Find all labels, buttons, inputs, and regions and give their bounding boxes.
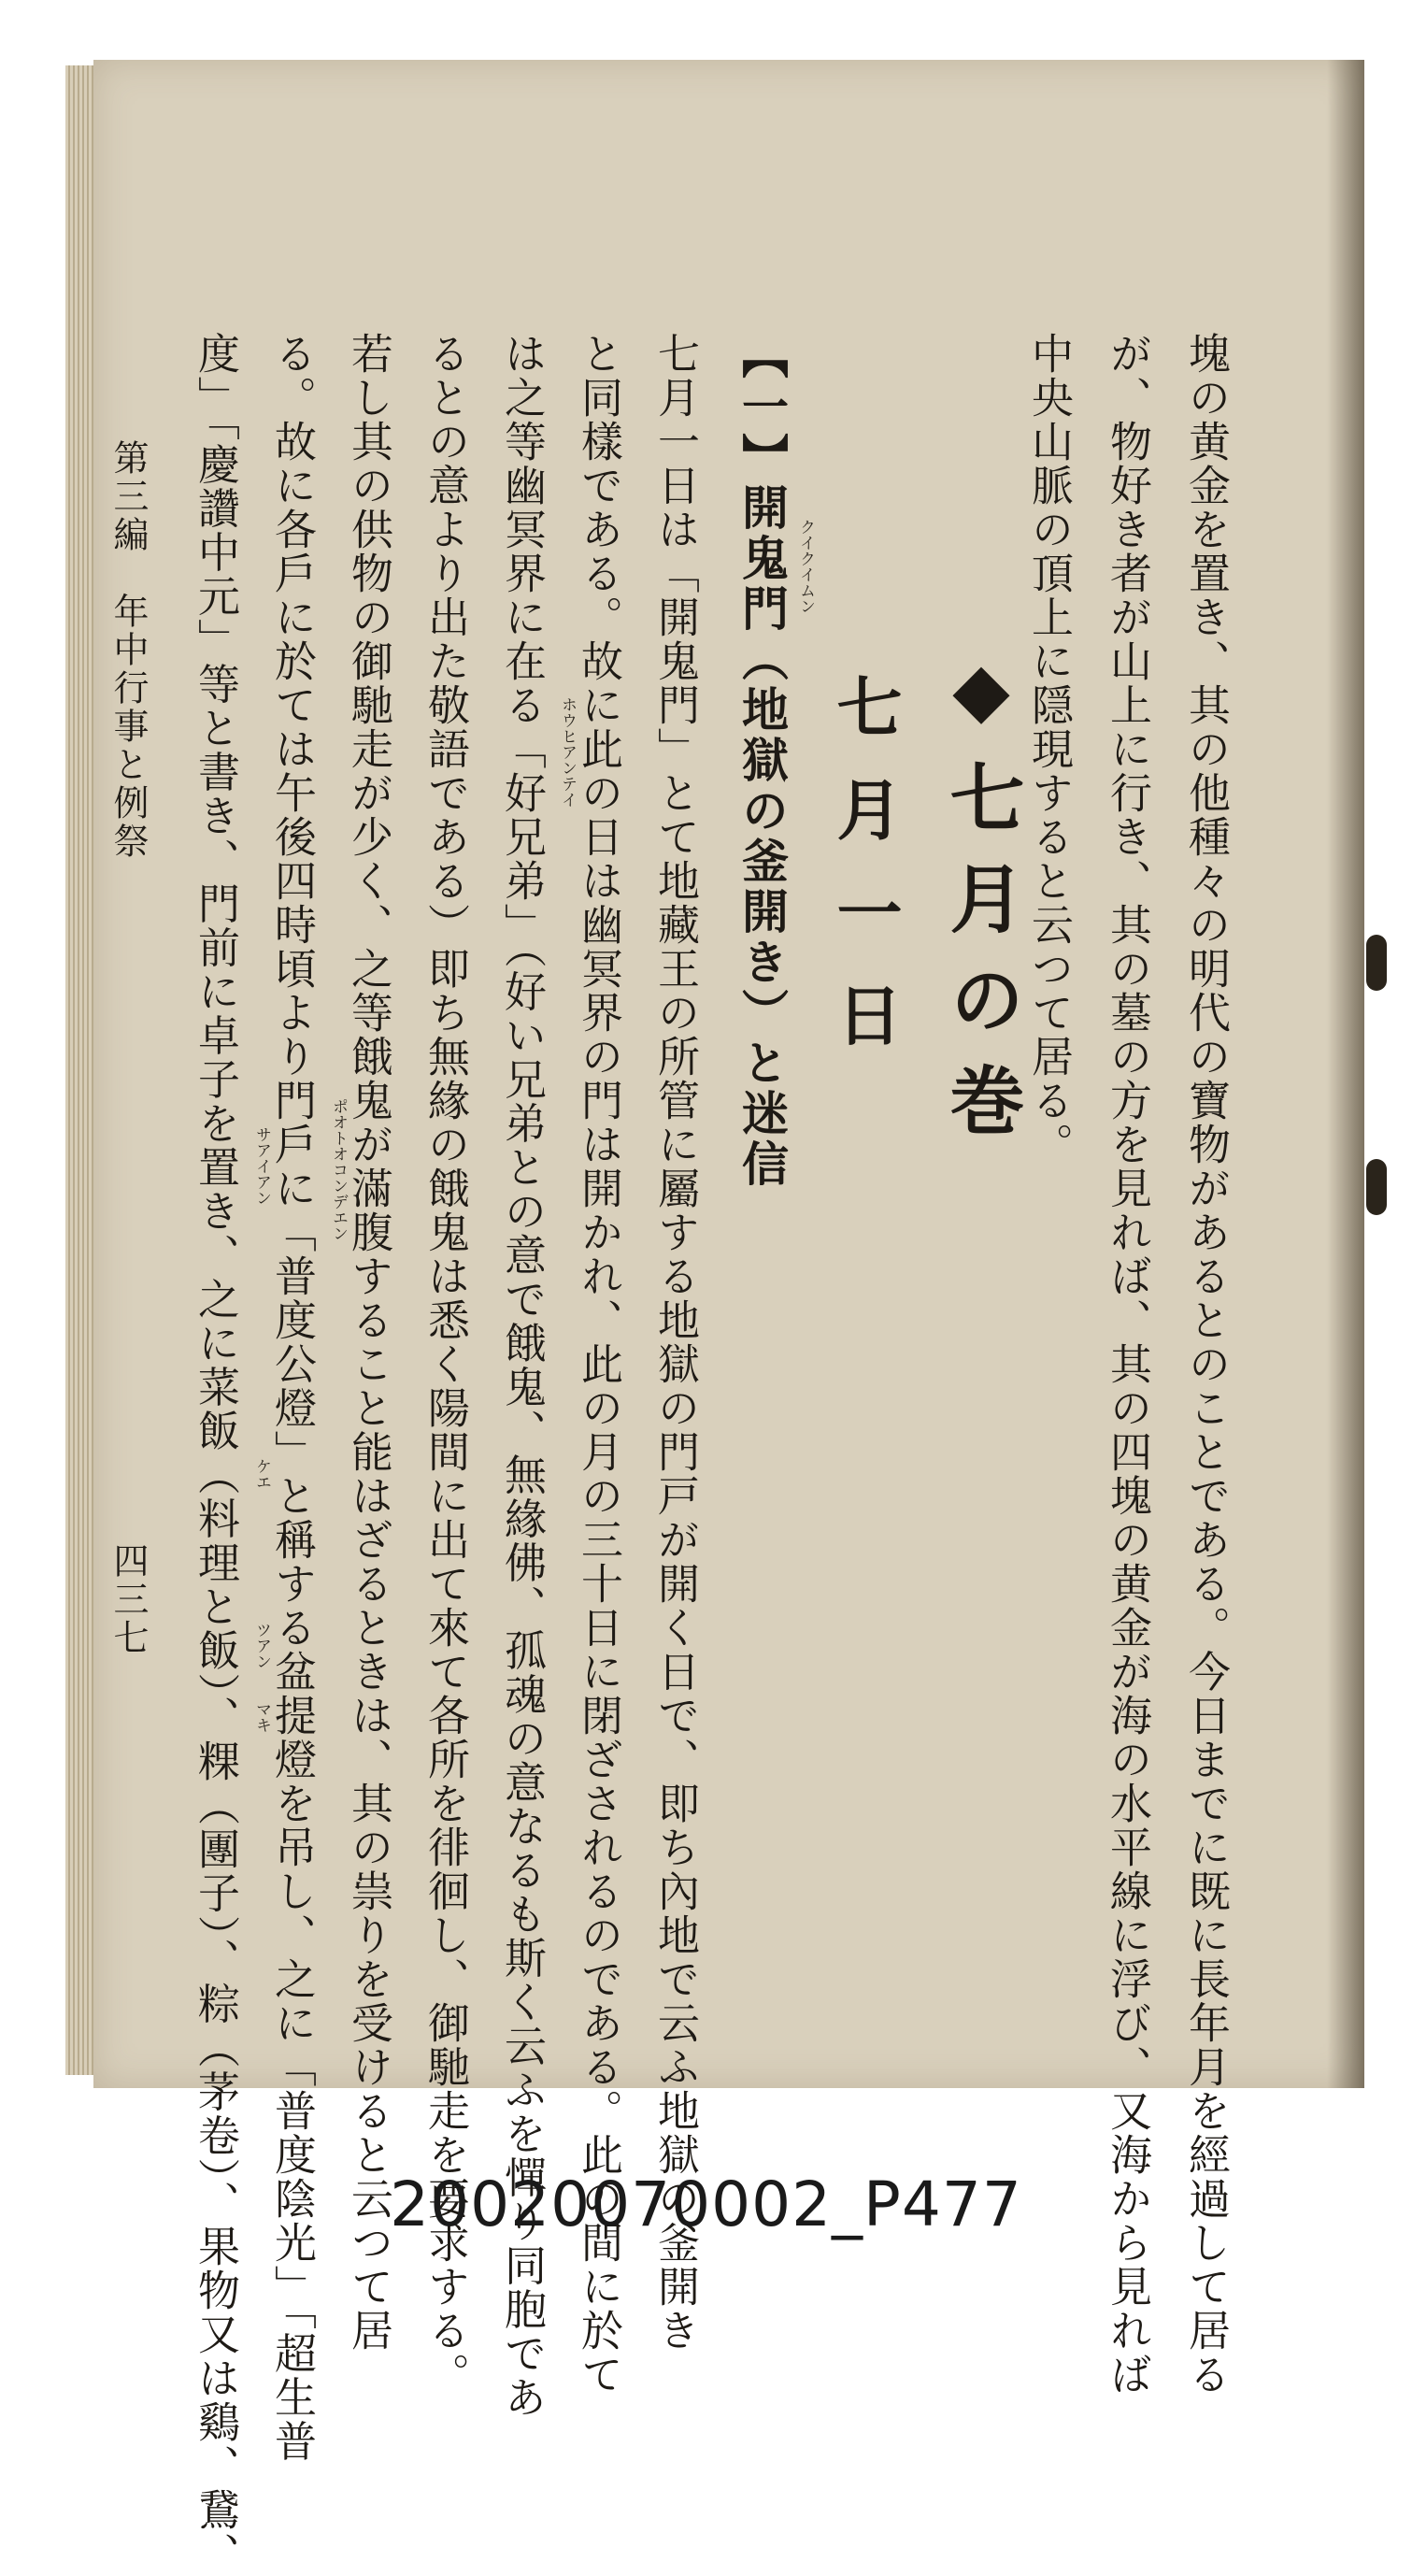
binding-thread-icon bbox=[1366, 1159, 1387, 1215]
section-heading: 【一】開鬼門（地獄の釜開き）と迷信 bbox=[735, 332, 790, 1190]
text-column: 七月一日は「開鬼門」とて地藏王の所管に屬する地獄の門戸が開く日で、即ち內地で云ふ地獄の釜開き bbox=[650, 332, 700, 2353]
text-column: 度」「慶讚中元」等と書き、門前に卓子を置き、之に菜飯（料理と飯）、粿（團子）、粽（茅卷）、果物又は鷄、鵞、 bbox=[191, 332, 240, 2576]
section-date: 七月一日 bbox=[826, 673, 904, 1084]
ruby-annotation: サアイアン bbox=[252, 1126, 271, 1206]
text-column: 塊の黄金を置き、其の他種々の明代の寶物があるとのことである。今日までに既に長年月を經過して居る bbox=[1181, 332, 1231, 2397]
text-column: と同樣である。故に此の日は幽冥界の門は開かれ、此の月の三十日に閉ざされるのである。此の間に於て bbox=[574, 332, 623, 2397]
ruby-annotation: ツアン bbox=[252, 1622, 271, 1669]
ruby-annotation: ケエ bbox=[252, 1458, 271, 1490]
running-footer: 第三編 年中行事と例祭 bbox=[107, 439, 149, 861]
ruby-annotation: ポオトオコンデエン bbox=[329, 1098, 348, 1241]
text-column: は之等幽冥界に在る「好兄弟」（好い兄弟との意で餓鬼、無緣佛、孤魂の意なるも斯く云ふを憚り同胞であ bbox=[497, 332, 547, 2420]
chapter-title: ◆七月の巻 bbox=[937, 645, 1025, 1163]
binding-thread-icon bbox=[1366, 935, 1387, 991]
ruby-annotation: マキ bbox=[252, 1701, 271, 1733]
text-column: るとの意より出た敬語である）即ち無緣の餓鬼は悉く陽間に出て來て各所を徘徊し、御馳走を要求する。 bbox=[421, 332, 470, 2397]
text-column: が、物好き者が山上に行き、其の墓の方を見れば、其の四塊の黄金が海の水平線に浮び、又海から見れば bbox=[1103, 332, 1152, 2397]
image-id-caption: 20020070002_P477 bbox=[390, 2168, 1022, 2240]
ruby-annotation: ホウヒアンテイ bbox=[558, 696, 577, 808]
page-number: 四三七 bbox=[107, 1542, 149, 1657]
text-column: 若し其の供物の御馳走が少く、之等餓鬼が滿腹すること能はざるときは、其の祟りを受けると云つて居 bbox=[344, 332, 393, 2353]
text-column: 中央山脈の頂上に隠現すると云つて居る。 bbox=[1024, 332, 1074, 1166]
text-column: る。故に各戶に於ては午後四時頃より門戶に「普度公燈」と稱する盆提燈を吊し、之に「普度陰光」「超生普 bbox=[267, 332, 317, 2464]
heading-ruby: クイクイムン bbox=[796, 519, 815, 614]
spine-shadow bbox=[1327, 60, 1364, 2088]
